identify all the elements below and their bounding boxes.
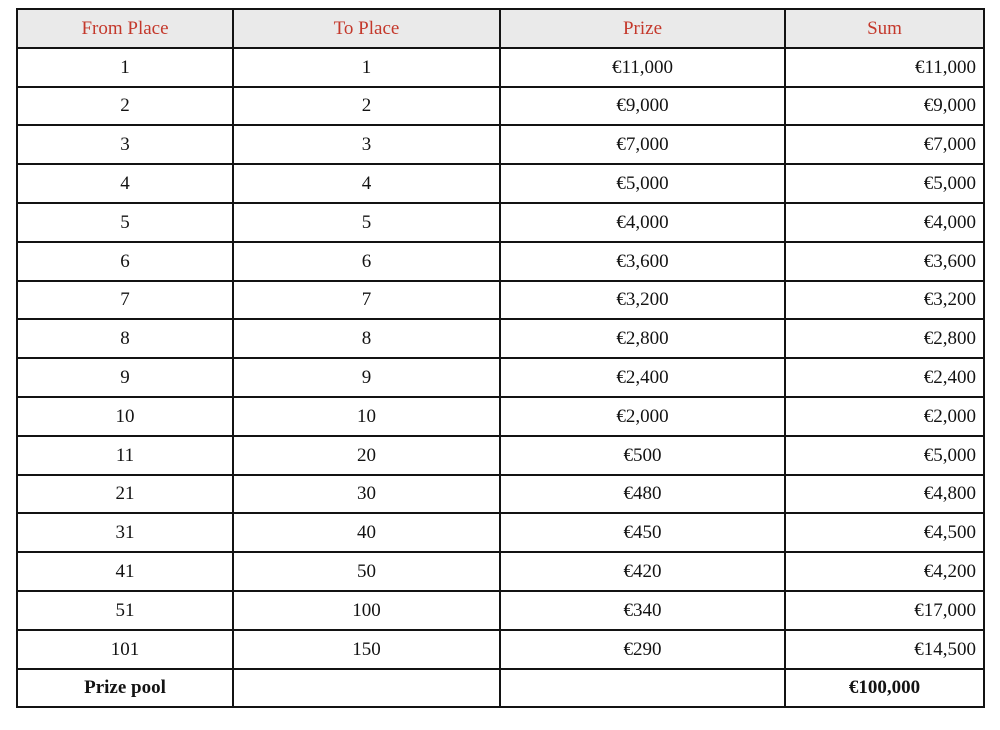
cell-sum: €2,000 bbox=[785, 397, 984, 436]
cell-prize: €2,800 bbox=[500, 319, 785, 358]
cell-prize: €2,400 bbox=[500, 358, 785, 397]
table-row bbox=[17, 203, 984, 242]
cell-from-place: 4 bbox=[17, 164, 233, 203]
cell-prize: €290 bbox=[500, 630, 785, 669]
cell-to-place: 40 bbox=[233, 513, 500, 552]
cell-from-place: 1 bbox=[17, 48, 233, 87]
cell-sum: €2,400 bbox=[785, 358, 984, 397]
table-row bbox=[17, 630, 984, 669]
table-row bbox=[17, 358, 984, 397]
cell-to-place: 2 bbox=[233, 87, 500, 126]
cell-from-place: 2 bbox=[17, 87, 233, 126]
prize-pool-to-cell bbox=[233, 669, 500, 708]
cell-prize: €9,000 bbox=[500, 87, 785, 126]
table-row bbox=[17, 48, 984, 87]
cell-to-place: 8 bbox=[233, 319, 500, 358]
cell-sum: €4,500 bbox=[785, 513, 984, 552]
cell-from-place: 41 bbox=[17, 552, 233, 591]
cell-prize: €420 bbox=[500, 552, 785, 591]
table-row bbox=[17, 475, 984, 514]
cell-to-place: 3 bbox=[233, 125, 500, 164]
table-row bbox=[17, 397, 984, 436]
cell-to-place: 9 bbox=[233, 358, 500, 397]
cell-prize: €3,200 bbox=[500, 281, 785, 320]
cell-prize: €450 bbox=[500, 513, 785, 552]
cell-prize: €7,000 bbox=[500, 125, 785, 164]
cell-to-place: 100 bbox=[233, 591, 500, 630]
prize-pool-sum: €100,000 bbox=[785, 669, 984, 708]
cell-to-place: 10 bbox=[233, 397, 500, 436]
cell-prize: €5,000 bbox=[500, 164, 785, 203]
cell-from-place: 5 bbox=[17, 203, 233, 242]
cell-to-place: 20 bbox=[233, 436, 500, 475]
cell-sum: €5,000 bbox=[785, 436, 984, 475]
table-row bbox=[17, 552, 984, 591]
cell-from-place: 11 bbox=[17, 436, 233, 475]
cell-sum: €4,200 bbox=[785, 552, 984, 591]
table-body bbox=[17, 48, 984, 669]
header-sum: Sum bbox=[785, 9, 984, 48]
table-row bbox=[17, 125, 984, 164]
table-row bbox=[17, 319, 984, 358]
cell-to-place: 7 bbox=[233, 281, 500, 320]
cell-to-place: 30 bbox=[233, 475, 500, 514]
cell-from-place: 51 bbox=[17, 591, 233, 630]
cell-prize: €11,000 bbox=[500, 48, 785, 87]
cell-from-place: 21 bbox=[17, 475, 233, 514]
cell-prize: €340 bbox=[500, 591, 785, 630]
table-row bbox=[17, 281, 984, 320]
cell-sum: €14,500 bbox=[785, 630, 984, 669]
cell-from-place: 101 bbox=[17, 630, 233, 669]
cell-prize: €3,600 bbox=[500, 242, 785, 281]
header-to-place: To Place bbox=[233, 9, 500, 48]
cell-sum: €17,000 bbox=[785, 591, 984, 630]
header-row bbox=[17, 9, 984, 48]
cell-sum: €5,000 bbox=[785, 164, 984, 203]
cell-from-place: 9 bbox=[17, 358, 233, 397]
cell-from-place: 6 bbox=[17, 242, 233, 281]
cell-sum: €4,800 bbox=[785, 475, 984, 514]
table-row bbox=[17, 164, 984, 203]
cell-to-place: 6 bbox=[233, 242, 500, 281]
table-row bbox=[17, 436, 984, 475]
header-prize: Prize bbox=[500, 9, 785, 48]
header-from-place: From Place bbox=[17, 9, 233, 48]
table-row bbox=[17, 242, 984, 281]
cell-from-place: 8 bbox=[17, 319, 233, 358]
prize-pool-prize-cell bbox=[500, 669, 785, 708]
cell-to-place: 5 bbox=[233, 203, 500, 242]
cell-to-place: 150 bbox=[233, 630, 500, 669]
cell-sum: €2,800 bbox=[785, 319, 984, 358]
cell-from-place: 31 bbox=[17, 513, 233, 552]
cell-prize: €2,000 bbox=[500, 397, 785, 436]
prize-pool-label: Prize pool bbox=[17, 669, 233, 708]
prize-pool-row bbox=[17, 669, 984, 708]
cell-to-place: 1 bbox=[233, 48, 500, 87]
cell-from-place: 7 bbox=[17, 281, 233, 320]
cell-sum: €4,000 bbox=[785, 203, 984, 242]
cell-from-place: 10 bbox=[17, 397, 233, 436]
cell-sum: €11,000 bbox=[785, 48, 984, 87]
cell-sum: €3,200 bbox=[785, 281, 984, 320]
cell-to-place: 4 bbox=[233, 164, 500, 203]
cell-sum: €9,000 bbox=[785, 87, 984, 126]
cell-sum: €7,000 bbox=[785, 125, 984, 164]
table-row bbox=[17, 513, 984, 552]
prize-distribution-table bbox=[16, 8, 985, 708]
cell-sum: €3,600 bbox=[785, 242, 984, 281]
table-row bbox=[17, 87, 984, 126]
cell-prize: €4,000 bbox=[500, 203, 785, 242]
table-row bbox=[17, 591, 984, 630]
cell-prize: €480 bbox=[500, 475, 785, 514]
cell-to-place: 50 bbox=[233, 552, 500, 591]
cell-from-place: 3 bbox=[17, 125, 233, 164]
cell-prize: €500 bbox=[500, 436, 785, 475]
